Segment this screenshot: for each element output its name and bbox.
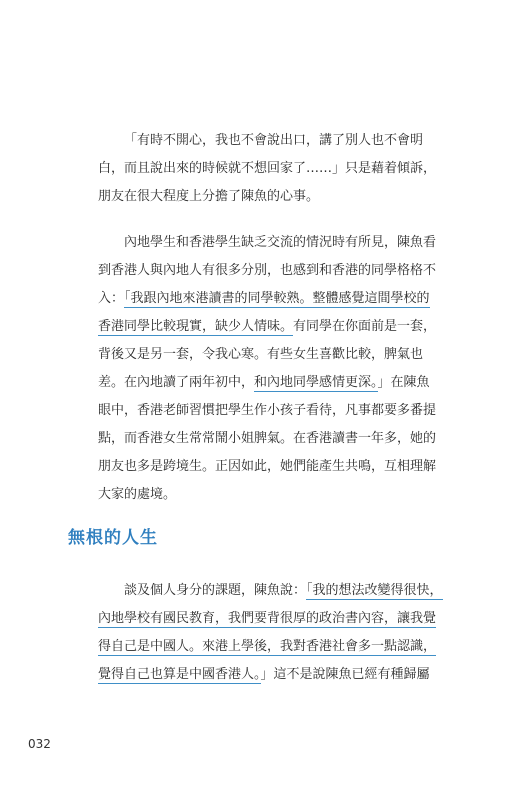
quote-underlined: 得自己是中國人。來港上學後，我對香港社會多一點認識， [98,639,437,654]
text-line: 朋友在很大程度上分擔了陳魚的心事。 [98,189,320,204]
text-line [98,661,450,689]
text-line [98,605,450,633]
quote-underlined: 內地學校有國民教育，我們要背很厚的政治書內容，讓我覺 [98,611,437,626]
quote-underlined: 和內地同學感情更深。 [254,375,378,390]
text-span: 差。在內地讀了兩年初中， [98,375,255,390]
text-line: 到香港人與內地人有很多分別，也感到和香港的同學格格不 [98,263,437,278]
text-line: 眼中，香港老師習慣把學生作小孩子看待，凡事都要多番提 [98,403,437,418]
text-span: 有同學在你面前是一套， [293,319,437,334]
text-line [98,313,450,341]
text-line [98,577,450,605]
paragraph-1 [98,127,450,211]
quote-underlined: 覺得自己也算是中國香港人。 [98,667,261,682]
text-line: 背後又是另一套，令我心寒。有些女生喜歡比較，脾氣也 [98,347,424,362]
text-line [98,369,450,397]
text-span: 談及個人身分的課題，陳魚說： [124,583,307,598]
text-line: 白，而且說出來的時候就不想回家了……」只是藉着傾訴， [98,161,437,176]
text-line: 大家的處境。 [98,487,177,502]
quote-underlined: 「我的想法改變得很快， [306,583,443,598]
quote-underlined: 「我跟內地來港讀書的同學較熟。整體感覺這間學校的 [124,291,430,306]
text-span: 」在陳魚 [377,375,430,390]
quote-underlined: 香港同學比較現實，缺少人情味。 [98,319,294,334]
text-line: 朋友也多是跨境生。正因如此，她們能產生共鳴，互相理解 [98,459,437,474]
text-span: 入： [98,291,125,306]
page-number: 032 [28,737,51,751]
paragraph-3 [98,577,450,689]
paragraph-2 [98,229,450,509]
text-line [98,285,450,313]
section-heading: 無根的人生 [68,528,158,548]
text-line: 「有時不開心，我也不會說出口，講了別人也不會明 [124,133,424,148]
text-line: 內地學生和香港學生缺乏交流的情況時有所見，陳魚看 [124,235,437,250]
text-span: 」這不是說陳魚已經有種歸屬 [260,667,430,682]
text-line: 點，而香港女生常常鬧小姐脾氣。在香港讀書一年多，她的 [98,431,437,446]
text-line [98,633,450,661]
